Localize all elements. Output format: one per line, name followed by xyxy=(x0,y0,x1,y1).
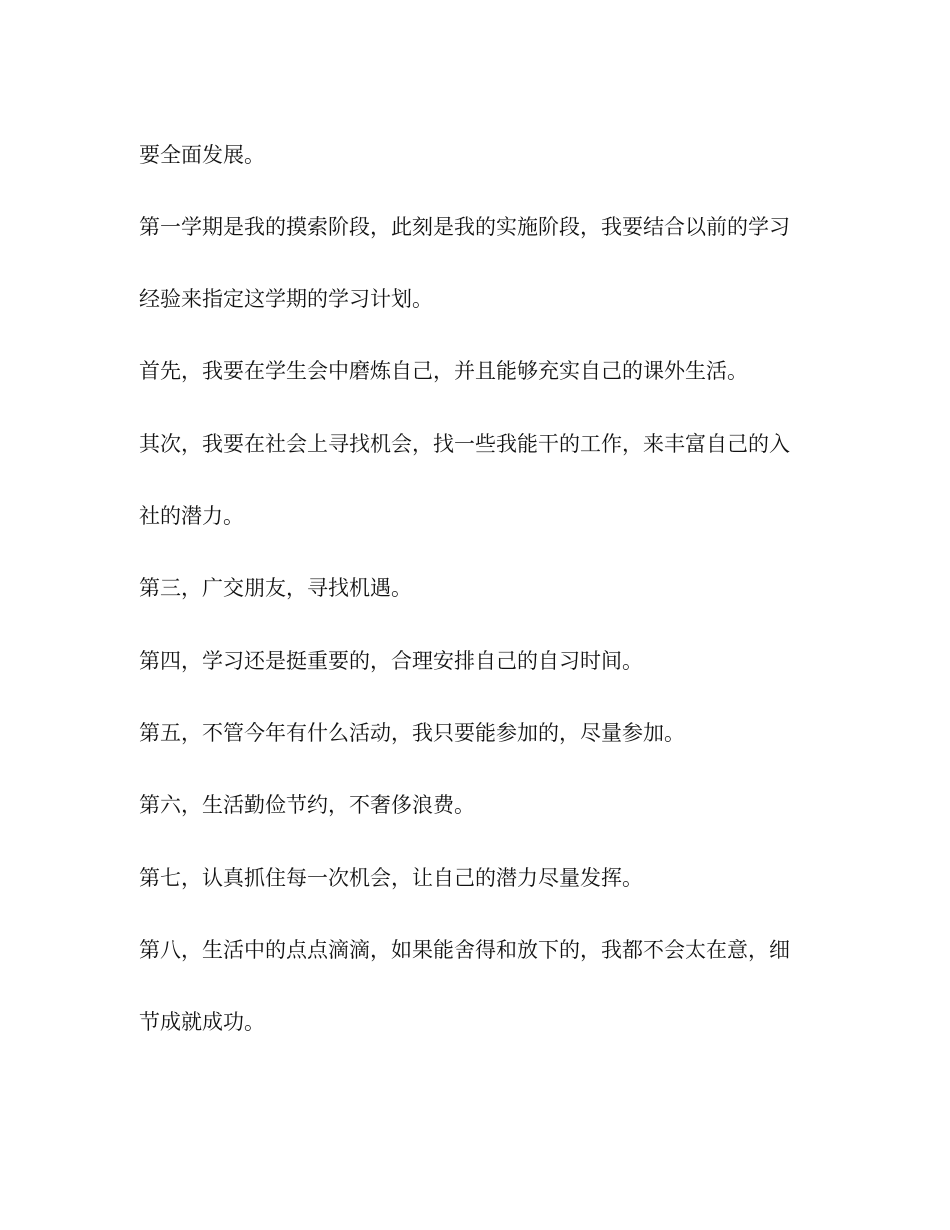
text-line-1: 要全面发展。 xyxy=(139,143,265,167)
text-line-3: 经验来指定这学期的学习计划。 xyxy=(139,287,433,311)
text-line-13: 节成就成功。 xyxy=(139,1010,265,1034)
text-line-11: 第七，认真抓住每一次机会，让自己的潜力尽量发挥。 xyxy=(139,866,643,890)
text-line-5: 其次，我要在社会上寻找机会，找一些我能干的工作，来丰富自己的入 xyxy=(139,432,790,456)
text-line-4: 首先，我要在学生会中磨炼自己，并且能够充实自己的课外生活。 xyxy=(139,359,748,383)
text-line-2: 第一学期是我的摸索阶段，此刻是我的实施阶段，我要结合以前的学习 xyxy=(139,215,790,239)
text-line-8: 第四，学习还是挺重要的，合理安排自己的自习时间。 xyxy=(139,649,643,673)
text-line-10: 第六，生活勤俭节约，不奢侈浪费。 xyxy=(139,793,475,817)
text-line-6: 社的潜力。 xyxy=(139,504,244,528)
text-line-12: 第八，生活中的点点滴滴，如果能舍得和放下的，我都不会太在意，细 xyxy=(139,938,790,962)
text-line-9: 第五，不管今年有什么活动，我只要能参加的，尽量参加。 xyxy=(139,721,685,745)
text-line-7: 第三，广交朋友，寻找机遇。 xyxy=(139,576,412,600)
